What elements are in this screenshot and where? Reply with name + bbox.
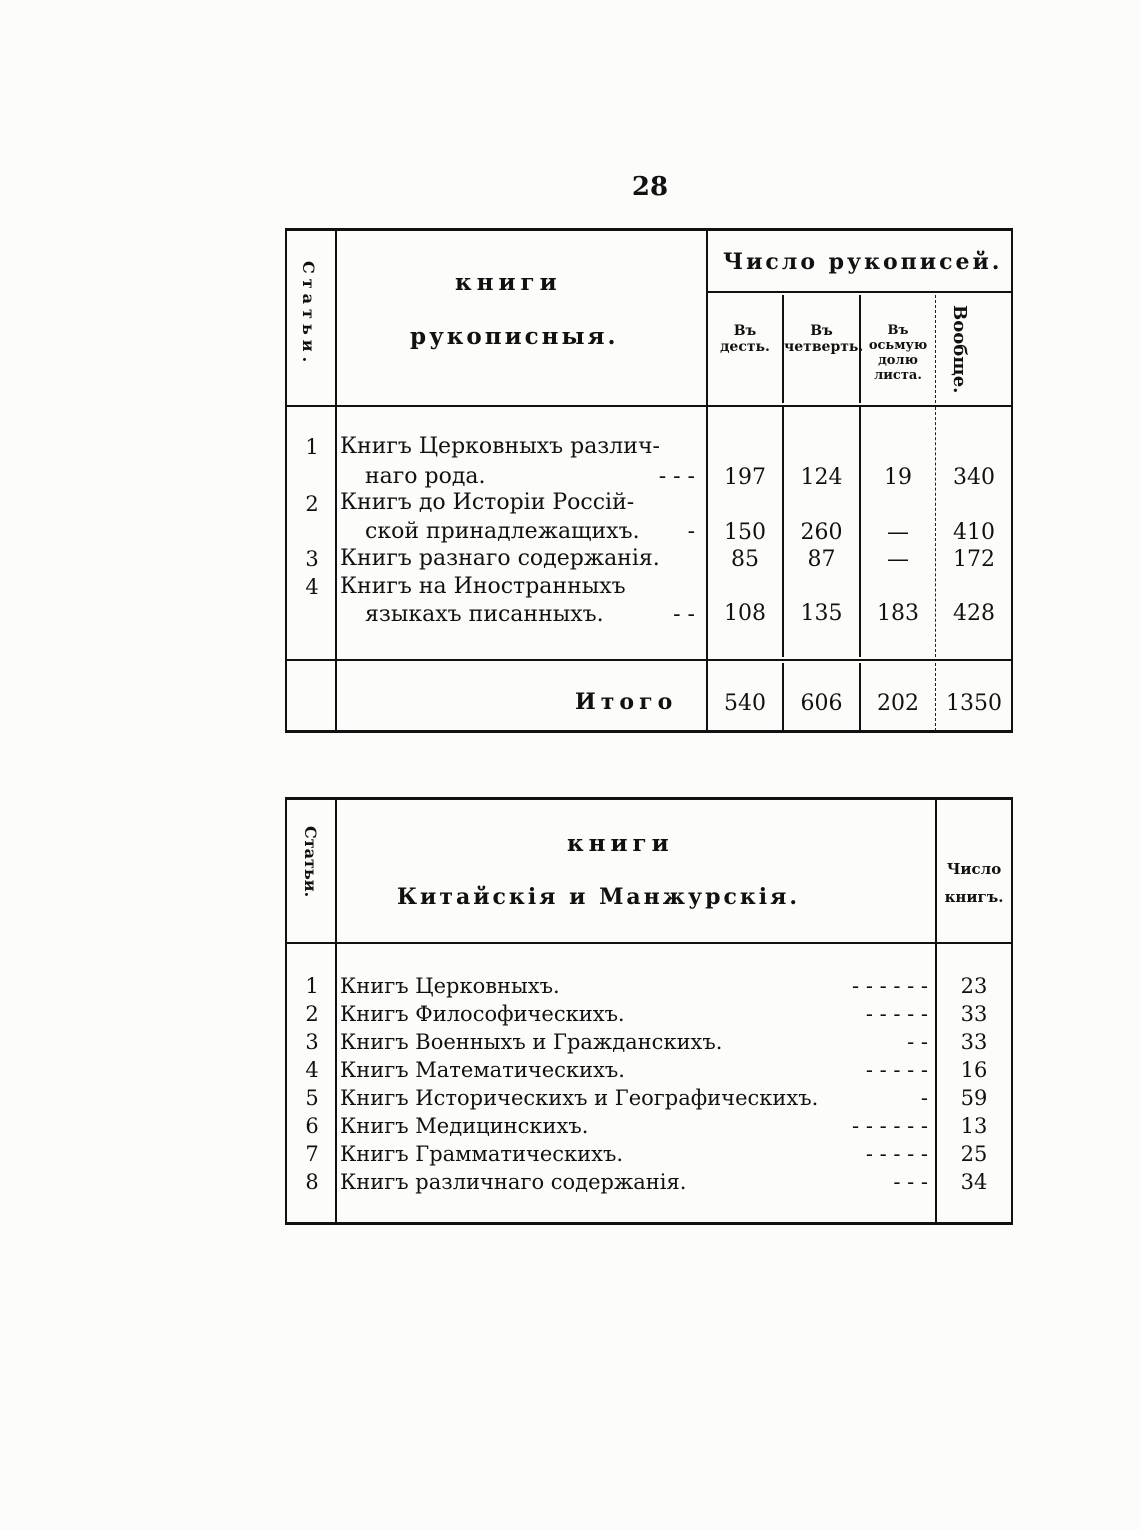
value-octavo: 183: [877, 601, 919, 626]
row-number: 1: [305, 435, 319, 459]
row-label-line2: [365, 518, 695, 546]
row-number: 7: [305, 1142, 319, 1166]
value-octavo: 19: [884, 465, 912, 490]
header-bottom-rule: [285, 942, 1011, 944]
count-header-line1: Число: [946, 860, 1002, 878]
row-label-line1: Книгъ разнаго содержанія.: [340, 546, 660, 571]
row-leader: - - - - -: [865, 1142, 928, 1166]
row-number: 8: [305, 1170, 319, 1194]
row-number: 3: [305, 1030, 319, 1054]
table-title-line2: Китайскія и Манжурскія.: [397, 884, 801, 910]
col-articles-header: Статьи.: [301, 826, 320, 898]
row-number: 2: [305, 1002, 319, 1026]
total-overall: 1350: [946, 691, 1002, 716]
row-number: 1: [305, 974, 319, 998]
row-label-line1: Книгъ на Иностранныхъ: [340, 574, 626, 599]
value-desk: 108: [724, 601, 766, 626]
sub-header-total: Вообще.: [949, 305, 970, 394]
value-octavo: —: [887, 547, 909, 572]
row-label: Книгъ Церковныхъ.: [340, 974, 560, 998]
row-count: 33: [960, 1030, 988, 1054]
row-label-text: ской принадлежащихъ.: [365, 519, 640, 544]
row-count: 59: [960, 1086, 988, 1110]
value-total: 340: [953, 465, 995, 490]
row-leader: -: [920, 1086, 928, 1110]
row-count: 34: [960, 1170, 988, 1194]
table-border-right: [1011, 800, 1013, 1222]
table-title-line1: книги: [567, 830, 674, 857]
row-number: 4: [305, 1058, 319, 1082]
table-title-line1: книги: [455, 269, 562, 296]
table-border-left: [285, 231, 287, 730]
header-bottom-rule: [285, 405, 1011, 407]
row-label: Книгъ Грамматическихъ.: [340, 1142, 624, 1166]
header-col-divider: [935, 295, 936, 403]
table-divider: [335, 800, 337, 1222]
value-total: 172: [953, 547, 995, 572]
row-label-text: языкахъ писанныхъ.: [365, 602, 604, 627]
table-border-right: [1011, 231, 1013, 730]
row-count: 23: [960, 974, 988, 998]
row-leader: - -: [673, 602, 695, 627]
header-divider: [706, 291, 1011, 293]
value-desk: 150: [724, 520, 766, 545]
count-header: Число рукописей.: [723, 249, 1003, 275]
row-label-line2: [365, 601, 695, 629]
sub-header-quarto: Въ четверть.: [784, 323, 864, 355]
value-desk: 197: [724, 465, 766, 490]
value-quarto: 87: [807, 547, 836, 572]
list-item: [340, 1000, 928, 1028]
table-border-left: [285, 800, 287, 1222]
row-number: 6: [305, 1114, 319, 1138]
body-col-divider: [935, 407, 936, 657]
value-quarto: 124: [800, 465, 843, 490]
row-leader: - - - - - -: [852, 1114, 928, 1138]
list-item: [340, 1168, 928, 1196]
row-number: 2: [305, 492, 319, 516]
list-item: [340, 1056, 928, 1084]
row-count: 25: [960, 1142, 988, 1166]
sub-header-octavo: Въ осьмую долю листа.: [868, 323, 928, 383]
row-number: 5: [305, 1086, 319, 1110]
row-number: 3: [305, 547, 319, 571]
total-rule: [285, 659, 1011, 661]
row-leader: - - -: [658, 464, 695, 489]
row-label: Книгъ Философическихъ.: [340, 1002, 625, 1026]
total-quarto: 606: [800, 691, 843, 716]
value-desk: 85: [731, 547, 759, 572]
total-octavo: 202: [877, 691, 919, 716]
table-title-line2: рукописныя.: [410, 323, 619, 350]
row-number: 4: [305, 575, 319, 599]
row-count: 13: [960, 1114, 988, 1138]
manuscripts-table: [285, 228, 1013, 733]
total-desk: 540: [724, 691, 766, 716]
list-item: [340, 972, 928, 1000]
row-leader: -: [687, 519, 695, 544]
row-count: 16: [960, 1058, 988, 1082]
value-octavo: —: [887, 520, 909, 545]
value-quarto: 260: [800, 520, 843, 545]
row-leader: - -: [907, 1030, 928, 1054]
row-leader: - - - - -: [865, 1002, 928, 1026]
row-label: Книгъ Медицинскихъ.: [340, 1114, 589, 1138]
value-quarto: 135: [800, 601, 843, 626]
row-label: Книгъ Историческихъ и Географическихъ.: [340, 1086, 819, 1110]
page-number: 28: [631, 172, 669, 202]
row-label: Книгъ Военныхъ и Гражданскихъ.: [340, 1030, 723, 1054]
list-item: [340, 1028, 928, 1056]
row-leader: - - - - - -: [852, 974, 928, 998]
row-label-line1: Книгъ до Исторіи Россій-: [340, 490, 635, 515]
row-leader: - - -: [893, 1170, 928, 1194]
value-total: 428: [953, 601, 995, 626]
total-label: Итого: [575, 689, 678, 715]
row-count: 33: [960, 1002, 988, 1026]
table-divider: [335, 231, 337, 730]
total-col-divider: [935, 663, 936, 731]
row-leader: - - - - -: [865, 1058, 928, 1082]
sub-header-desk: Въ десть.: [720, 323, 770, 355]
list-item: [340, 1112, 928, 1140]
row-label: Книгъ Математическихъ.: [340, 1058, 625, 1082]
row-label-line1: Книгъ Церковныхъ различ-: [340, 434, 660, 459]
col-articles-header: Статьи.: [299, 261, 318, 368]
chinese-books-table: [285, 797, 1013, 1225]
row-label: Книгъ различнаго содержанія.: [340, 1170, 687, 1194]
value-total: 410: [953, 520, 995, 545]
list-item: [340, 1084, 928, 1112]
row-label-line2: [365, 463, 695, 491]
count-header-line2: книгъ.: [944, 888, 1004, 906]
row-label-text: наго рода.: [365, 464, 486, 489]
list-item: [340, 1140, 928, 1168]
